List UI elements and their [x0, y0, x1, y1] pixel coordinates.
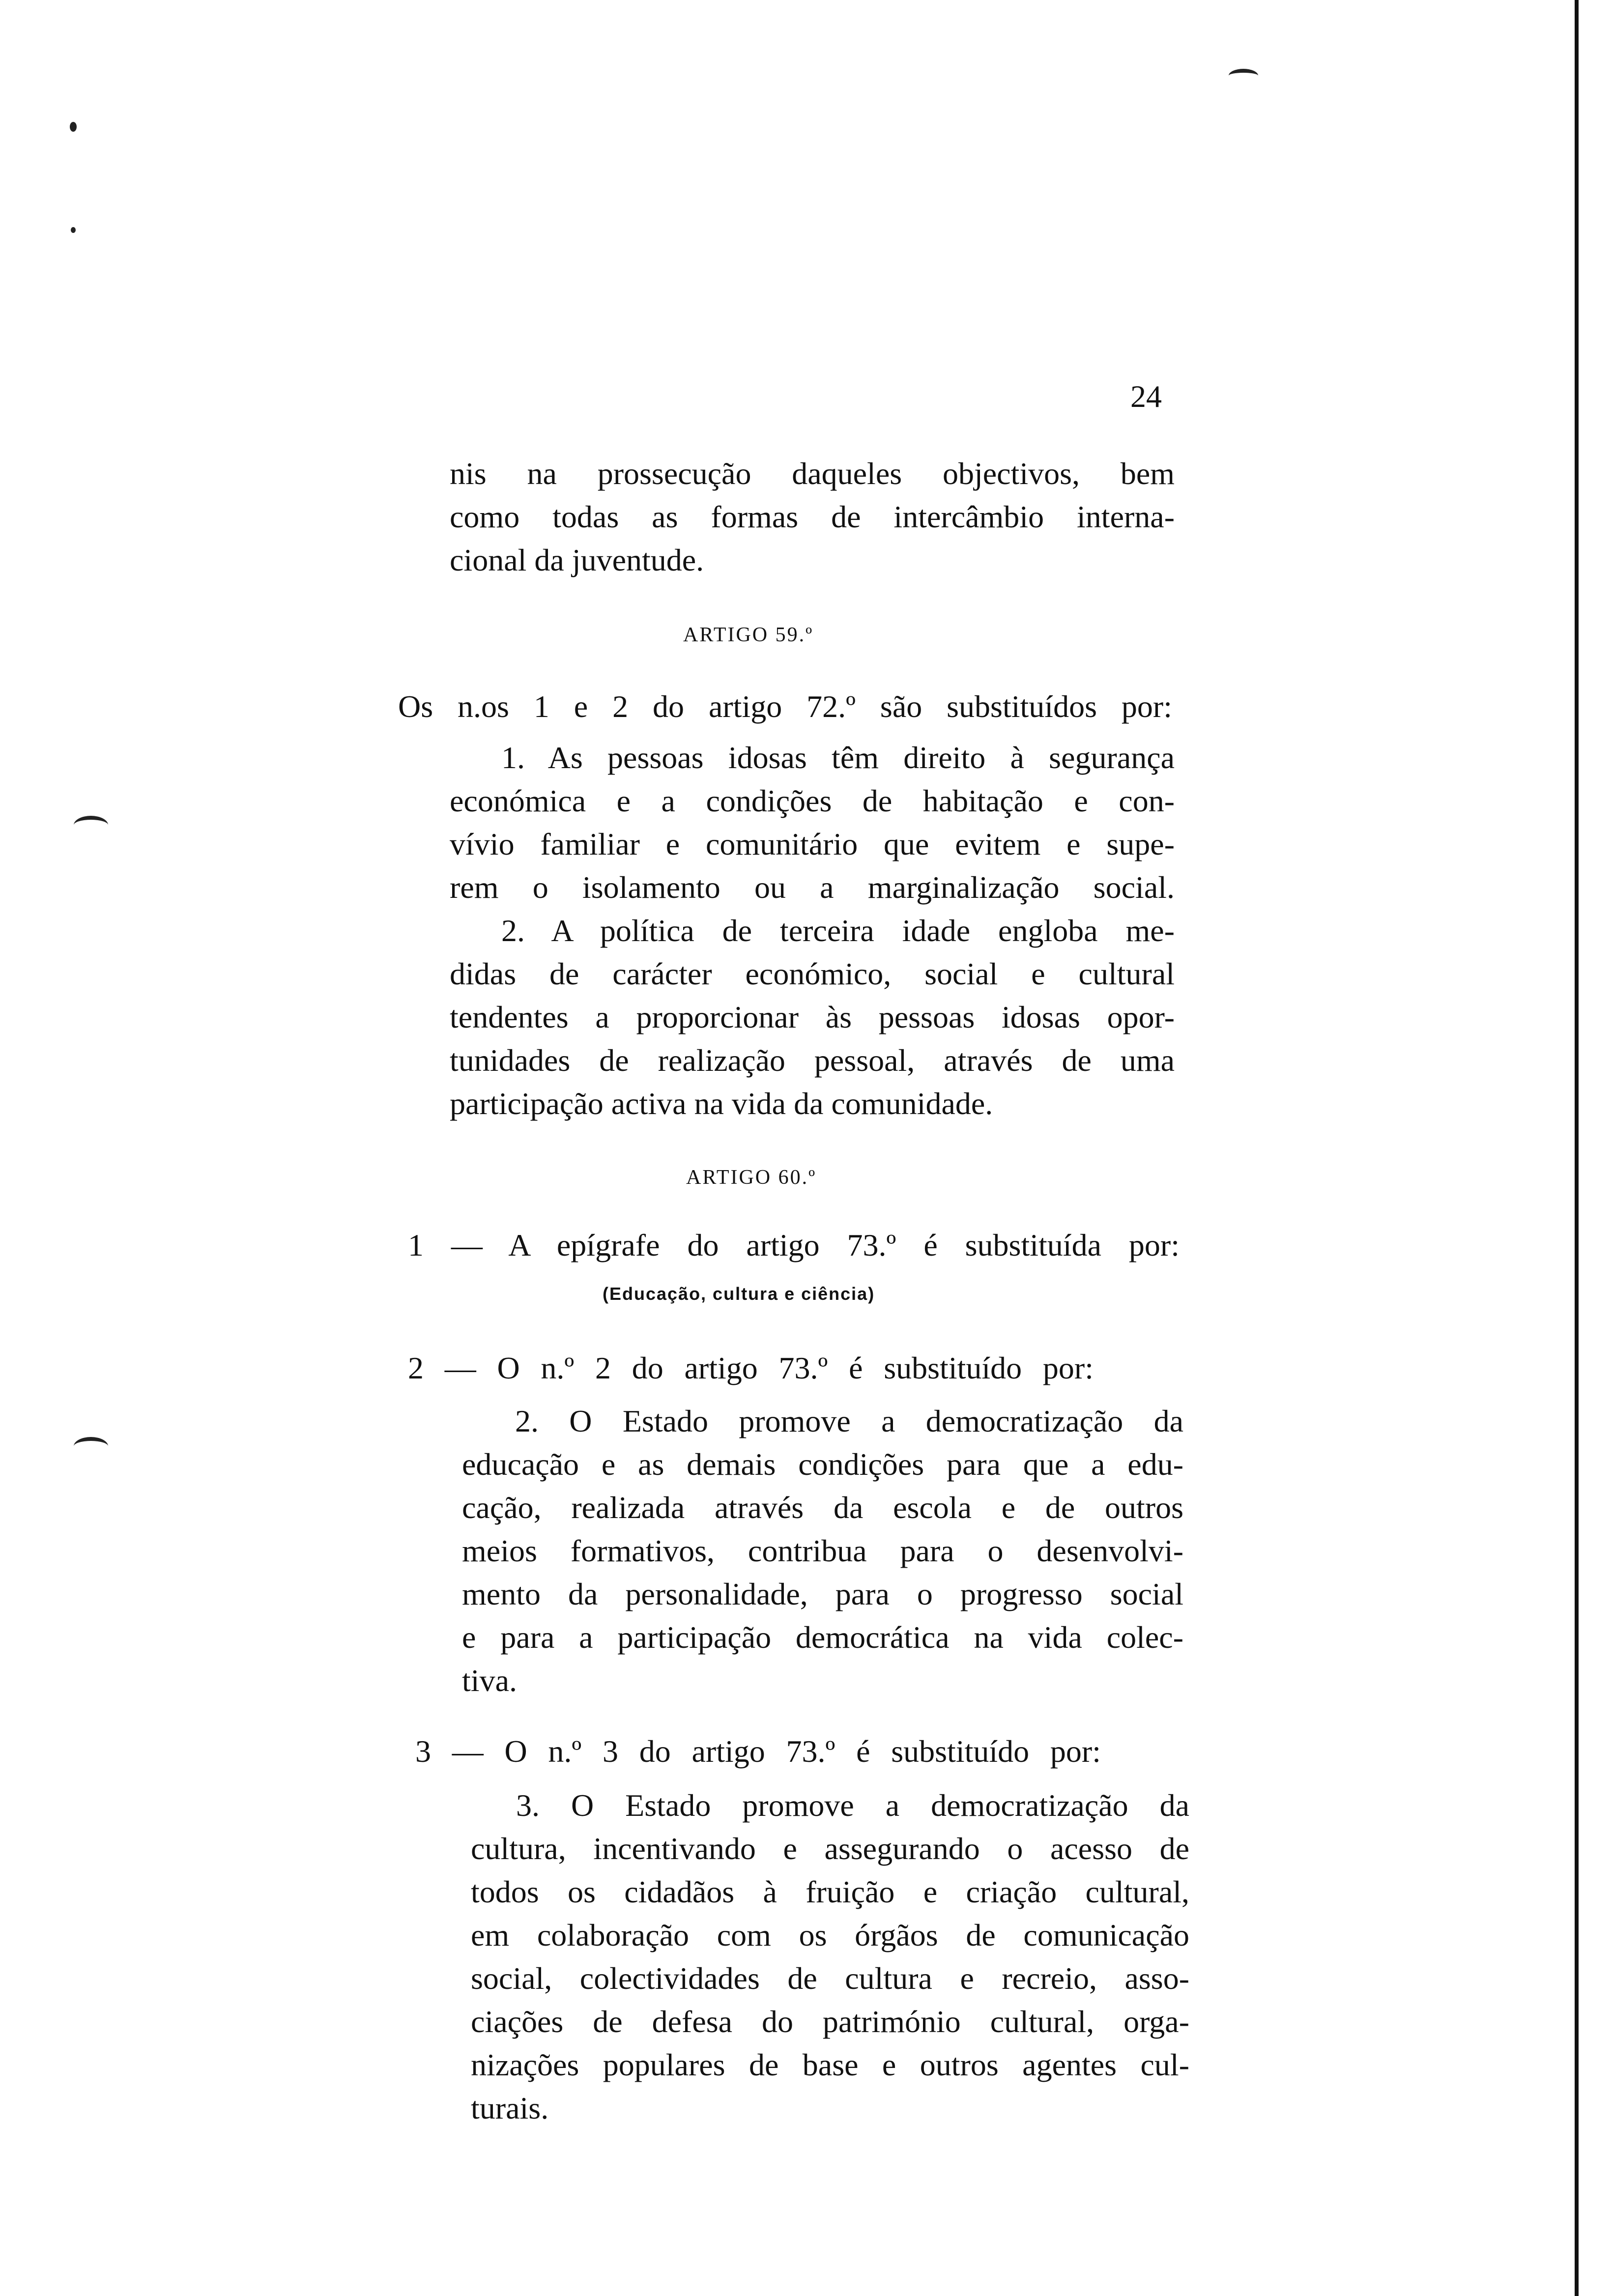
text-line: ciações de defesa do património cultural, orga-: [471, 2004, 1189, 2039]
text-line: mento da personalidade, para o progresso social: [462, 1577, 1183, 1611]
text-line: nis na prossecução daqueles objectivos, bem: [450, 456, 1175, 491]
text-line: participação activa na vida da comunidade.: [450, 1086, 993, 1121]
article-heading: ARTIGO 59.º: [683, 624, 814, 646]
scan-speck: [70, 122, 77, 132]
text-line: 2. A política de terceira idade engloba me-: [501, 913, 1175, 948]
text-line: 3. O Estado promove a democratização da: [516, 1788, 1189, 1823]
scan-arc: [74, 1437, 108, 1456]
scan-arc: [1229, 69, 1258, 83]
text-line: nizações populares de base e outros agentes cul-: [471, 2047, 1189, 2082]
right-margin-rule: [1575, 0, 1579, 2296]
text-line: didas de carácter económico, social e cultural: [450, 956, 1175, 991]
text-line: tendentes a proporcionar às pessoas idosas opor-: [450, 1000, 1175, 1034]
item-intro: 2 — O n.º 2 do artigo 73.º é substituído por:: [408, 1350, 1094, 1385]
scan-arc: [74, 816, 108, 834]
epigraph: (Educação, cultura e ciência): [603, 1284, 875, 1304]
text-line: cultura, incentivando e assegurando o acesso de: [471, 1831, 1189, 1866]
text-line: 2. O Estado promove a democratização da: [515, 1404, 1183, 1438]
text-line: cação, realizada através da escola e de outros: [462, 1490, 1183, 1525]
text-line: educação e as demais condições para que a edu-: [462, 1447, 1183, 1482]
page-number: 24: [1130, 379, 1162, 414]
text-line: tunidades de realização pessoal, através de uma: [450, 1043, 1175, 1078]
text-line: turais.: [471, 2091, 549, 2125]
text-line: económica e a condições de habitação e con-: [450, 783, 1175, 818]
text-line: cional da juventude.: [450, 543, 704, 577]
text-line: vívio familiar e comunitário que evitem e supe-: [450, 827, 1175, 861]
text-line: como todas as formas de intercâmbio interna-: [450, 499, 1175, 534]
item-intro: 1 — A epígrafe do artigo 73.º é substituída por:: [408, 1228, 1180, 1263]
text-line: meios formativos, contribua para o desenvolvi-: [462, 1533, 1183, 1568]
text-line: 1. As pessoas idosas têm direito à segurança: [501, 740, 1175, 775]
text-line: social, colectividades de cultura e recreio, asso-: [471, 1961, 1189, 1996]
article-heading: ARTIGO 60.º: [686, 1166, 817, 1189]
scan-speck: [71, 227, 76, 233]
text-line: tiva.: [462, 1663, 517, 1698]
article-intro: Os n.os 1 e 2 do artigo 72.º são substituídos por:: [398, 689, 1172, 724]
text-line: rem o isolamento ou a marginalização social.: [450, 870, 1175, 905]
text-line: todos os cidadãos à fruição e criação cultural,: [471, 1874, 1189, 1909]
text-line: em colaboração com os órgãos de comunicação: [471, 1918, 1189, 1952]
item-intro: 3 — O n.º 3 do artigo 73.º é substituído por:: [415, 1734, 1101, 1769]
text-line: e para a participação democrática na vida colec-: [462, 1620, 1183, 1655]
